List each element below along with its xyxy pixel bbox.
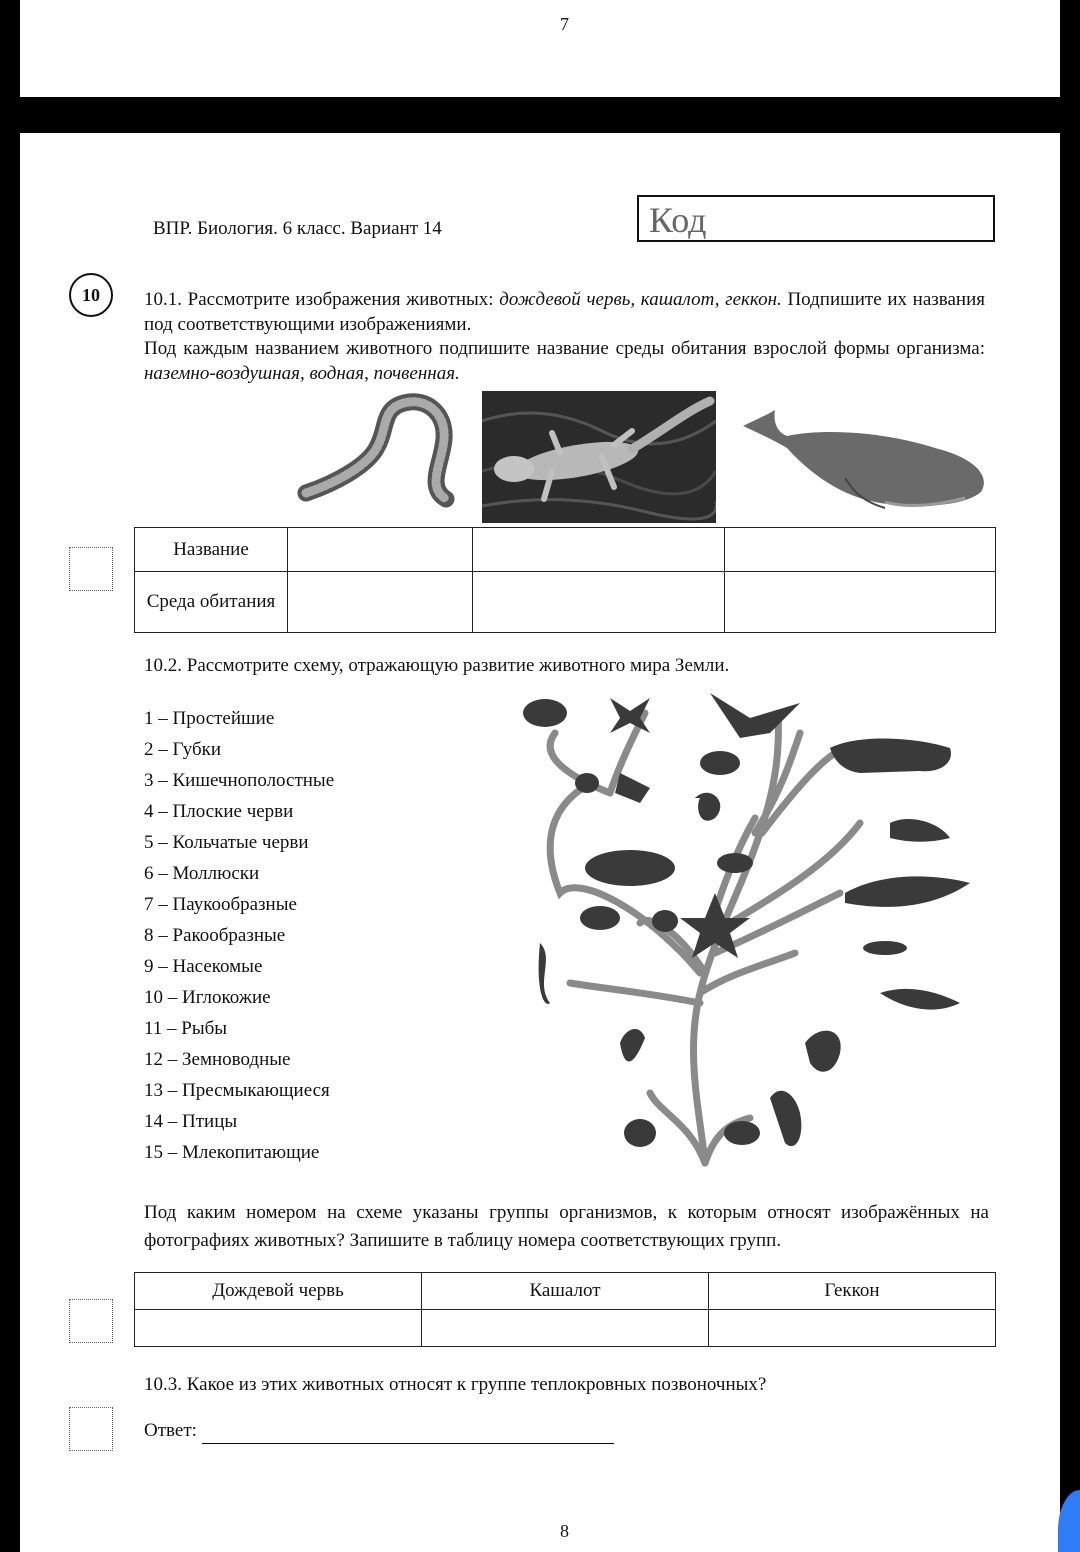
- legend-item: 3 – Кишечнополостные: [144, 770, 335, 791]
- legend-item: 4 – Плоские черви: [144, 801, 294, 822]
- header-sperm-whale: Кашалот: [422, 1273, 709, 1310]
- row-label-name: Название: [135, 528, 288, 572]
- legend-item: 12 – Земноводные: [144, 1049, 291, 1070]
- legend-item: 10 – Иглокожие: [144, 987, 271, 1008]
- answer-row: [144, 1419, 614, 1444]
- score-box-10-3[interactable]: [69, 1407, 113, 1451]
- answer-cell-earthworm[interactable]: [135, 1310, 422, 1347]
- task-10-3-question: 10.3. Какое из этих животных относят к группе теплокровных позвоночных?: [144, 1374, 767, 1395]
- task-10-2-intro: 10.2. Рассмотрите схему, отражающую развитие животного мира Земли.: [144, 655, 730, 676]
- score-box-10-2[interactable]: [69, 1299, 113, 1343]
- legend-item: 7 – Паукообразные: [144, 894, 297, 915]
- worksheet-page: [20, 133, 1060, 1552]
- legend-item: 5 – Кольчатые черви: [144, 832, 309, 853]
- legend-item: 8 – Ракообразные: [144, 925, 286, 946]
- legend-item: 11 – Рыбы: [144, 1018, 228, 1039]
- gecko-photo: [482, 391, 716, 523]
- page-top-fragment: [20, 0, 1060, 97]
- answer-line-field[interactable]: [202, 1423, 614, 1444]
- header-gecko: Геккон: [709, 1273, 996, 1310]
- page-number-top: 7: [560, 14, 569, 34]
- name-cell-2[interactable]: [473, 528, 725, 572]
- evolution-tree-diagram: [500, 693, 1000, 1173]
- name-habitat-table: [134, 527, 996, 633]
- code-label: Код: [649, 200, 707, 240]
- legend-item: 6 – Моллюски: [144, 863, 260, 884]
- evolution-legend: [144, 703, 334, 1168]
- name-cell-3[interactable]: [725, 528, 996, 572]
- answer-cell-gecko[interactable]: [709, 1310, 996, 1347]
- score-box-10-1[interactable]: [69, 547, 113, 591]
- legend-item: 15 – Млекопитающие: [144, 1142, 320, 1163]
- earthworm-photo: [296, 391, 464, 523]
- page-number-bottom: 8: [560, 1521, 569, 1541]
- habitat-cell-3[interactable]: [725, 572, 996, 633]
- task-10-1-text: 10.1. Рассмотрите изображения животных: дождевой червь, кашалот, геккон. Подпишите их названия под соответствующими изображениями. Под каждым названием животного подпишите название среды обитания взрослой формы организма: наземно-воздушная, водная, почвенная.: [144, 289, 985, 384]
- legend-item: 14 – Птицы: [144, 1111, 238, 1132]
- habitat-cell-2[interactable]: [473, 572, 725, 633]
- header-earthworm: Дождевой червь: [135, 1273, 422, 1310]
- row-label-habitat: Среда обитания: [135, 572, 288, 633]
- legend-item: 2 – Губки: [144, 739, 222, 760]
- legend-item: 9 – Насекомые: [144, 956, 263, 977]
- task-number-badge: [69, 273, 113, 317]
- sperm-whale-photo: [735, 398, 990, 518]
- header-title: ВПР. Биология. 6 класс. Вариант 14: [153, 218, 442, 239]
- answer-label: Ответ:: [144, 1420, 197, 1441]
- legend-item: 1 – Простейшие: [144, 708, 275, 729]
- group-number-table: [134, 1272, 996, 1347]
- scroll-handle[interactable]: [1058, 1490, 1080, 1552]
- code-box[interactable]: [637, 195, 995, 242]
- task-10-2-question: Под каким номером на схеме указаны группы организмов, к которым относят изображённых на фотографиях животных? Запишите в таблицу номера соответствующих групп.: [144, 1202, 989, 1251]
- legend-item: 13 – Пресмыкающиеся: [144, 1080, 330, 1101]
- task-number: 10: [82, 284, 100, 305]
- answer-cell-sperm-whale[interactable]: [422, 1310, 709, 1347]
- habitat-cell-1[interactable]: [288, 572, 473, 633]
- name-cell-1[interactable]: [288, 528, 473, 572]
